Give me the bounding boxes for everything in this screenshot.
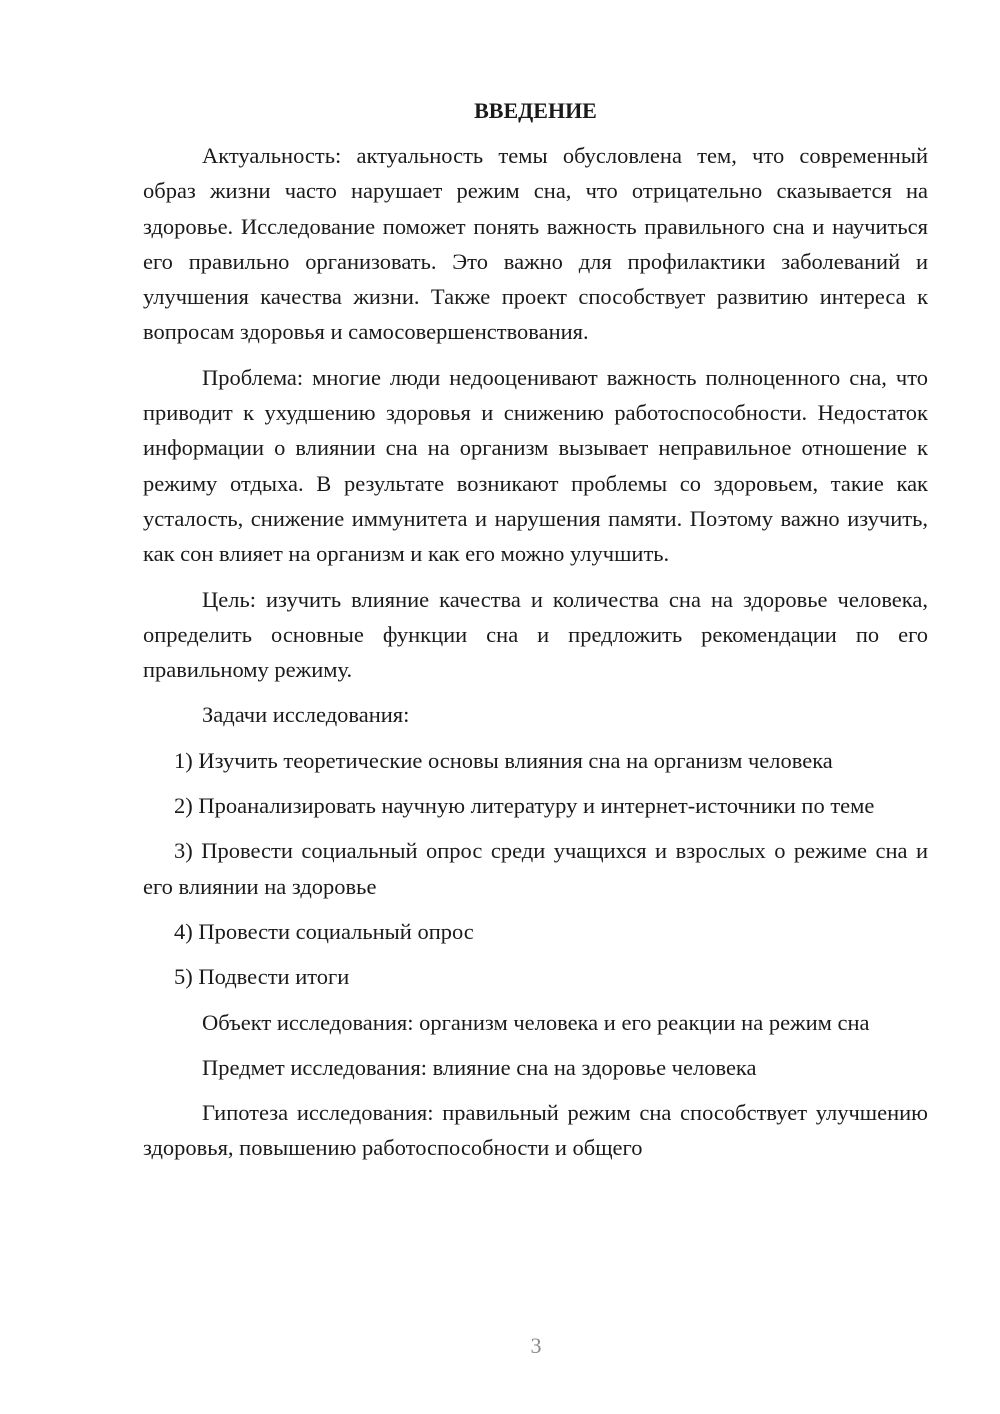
- problem-paragraph: Проблема: многие люди недооценивают важность полноценного сна, что приводит к ухудшению здоровья и снижению работоспособности. Недостаток информации о влиянии сна на организм вызывает неправильное отношение к режиму отдыха. В результате возникают проблемы со здоровьем, такие как усталость, снижение иммунитета и нарушения памяти. Поэтому важно изучить, как сон влияет на организм и как его можно улучшить.: [143, 364, 928, 567]
- tasks-title: Задачи исследования:: [202, 702, 410, 728]
- task-item-4: 4) Провести социальный опрос: [174, 918, 474, 944]
- task-item-3: 3) Провести социальный опрос среди учащихся и взрослых о режиме сна и его влиянии на здоровье: [143, 838, 928, 899]
- page-number: 3: [530, 1333, 542, 1358]
- object-paragraph: Объект исследования: организм человека и его реакции на режим сна: [202, 1009, 870, 1035]
- goal-paragraph: Цель: изучить влияние качества и количества сна на здоровье человека, определить основные функции сна и предложить рекомендации по его правильному режиму.: [143, 586, 928, 683]
- document-body: [143, 96, 928, 1166]
- subject-paragraph: Предмет исследования: влияние сна на здоровье человека: [202, 1054, 757, 1080]
- task-item-1: 1) Изучить теоретические основы влияния сна на организм человека: [174, 747, 833, 773]
- task-item-5: 5) Подвести итоги: [174, 964, 350, 990]
- hypothesis-paragraph: Гипотеза исследования: правильный режим сна способствует улучшению здоровья, повышению работоспособности и общего: [143, 1100, 928, 1161]
- section-title: ВВЕДЕНИЕ: [474, 98, 597, 123]
- relevance-paragraph: Актуальность: актуальность темы обусловлена тем, что современный образ жизни часто нарушает режим сна, что отрицательно сказывается на здоровье. Исследование поможет понять важность правильного сна и научиться его правильно организовать. Это важно для профилактики заболеваний и улучшения качества жизни. Также проект способствует развитию интереса к вопросам здоровья и самосовершенствования.: [143, 143, 928, 345]
- task-item-2: 2) Проанализировать научную литературу и интернет-источники по теме: [174, 793, 875, 819]
